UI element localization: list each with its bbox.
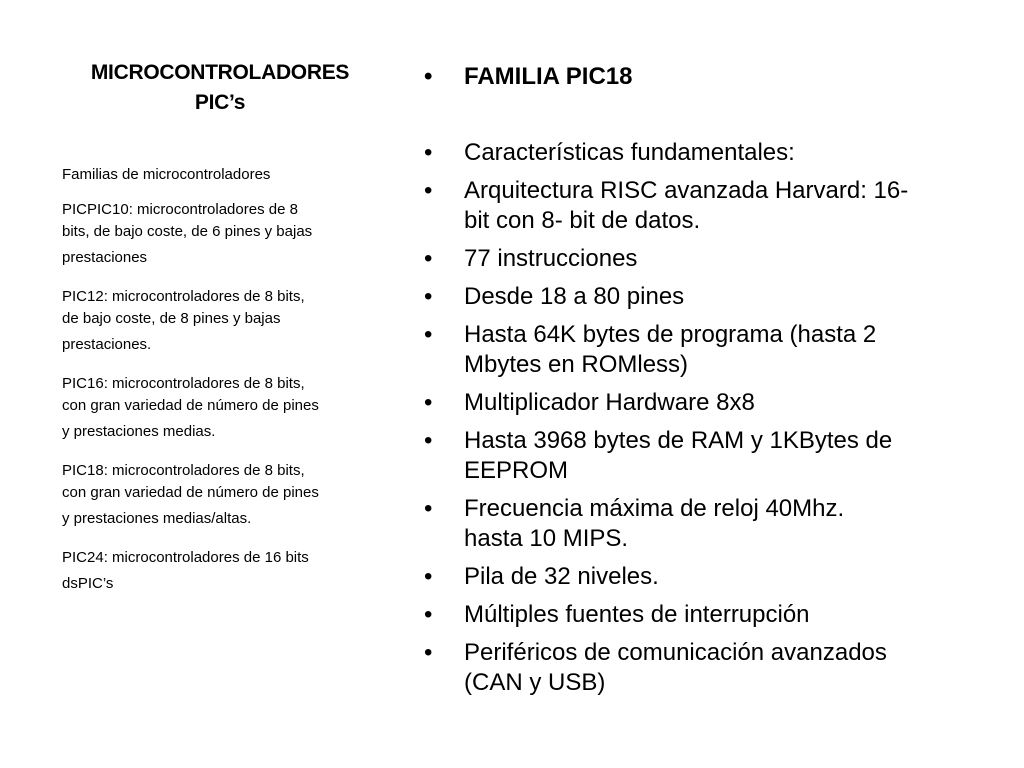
feature-item [424,282,984,312]
slide-title-line-1: MICROCONTROLADORES [90,61,350,84]
feature-item-line-2: bit con 8- bit de datos. [464,207,701,234]
feature-item [424,638,984,698]
bullet-icon: • [424,389,433,416]
feature-item-line-1: Frecuencia máxima de reloj 40Mhz. [464,495,845,522]
family-pic10-line-2: bits, de bajo coste, de 6 pines y bajas [62,223,313,240]
feature-item-line-1: Periféricos de comunicación avanzados [464,639,887,666]
family-pic10-line-3: prestaciones [62,249,148,266]
feature-item-line-1: Pila de 32 niveles. [464,563,659,590]
bullet-icon: • [424,563,433,590]
bullet-icon: • [424,639,433,666]
bullet-icon: • [424,245,433,272]
family-pic18-line-1: PIC18: microcontroladores de 8 bits, [62,462,305,479]
slide-title-line-2: PIC’s [194,91,246,114]
family-pic12-line-2: de bajo coste, de 8 pines y bajas [62,310,281,327]
feature-item [424,426,984,486]
feature-item-line-1: Hasta 64K bytes de programa (hasta 2 [464,321,877,348]
pic18-heading-text: FAMILIA PIC18 [464,63,633,90]
bullet-icon: • [424,321,433,348]
family-pic12-line-1: PIC12: microcontroladores de 8 bits, [62,288,305,305]
bullet-icon: • [424,283,433,310]
family-pic10 [62,199,380,273]
family-pic18-line-2: con gran variedad de número de pines [62,484,319,501]
feature-item [424,138,984,168]
pic18-heading [424,62,984,92]
family-pic12 [62,286,380,360]
bullet-icon: • [424,63,433,90]
feature-item-line-1: Desde 18 a 80 pines [464,283,685,310]
pic18-features-list [424,62,984,706]
family-pic24-line-2: dsPIC’s [62,575,114,592]
bullet-icon: • [424,139,433,166]
bullet-icon: • [424,427,433,454]
feature-item [424,244,984,274]
families-intro [62,164,380,186]
families-text [62,164,380,612]
feature-item [424,320,984,380]
family-pic16-line-1: PIC16: microcontroladores de 8 bits, [62,375,305,392]
family-pic16-line-3: y prestaciones medias. [62,423,216,440]
feature-item [424,494,984,554]
families-intro-text: Familias de microcontroladores [62,166,271,183]
family-pic18 [62,460,380,534]
slide-title [62,58,378,118]
family-pic16-line-2: con gran variedad de número de pines [62,397,319,414]
family-pic16 [62,373,380,447]
bullet-icon: • [424,177,433,204]
feature-item-line-1: 77 instrucciones [464,245,638,272]
family-pic24 [62,547,380,599]
family-pic24-line-1: PIC24: microcontroladores de 16 bits [62,549,309,566]
bullet-icon: • [424,601,433,628]
feature-item [424,388,984,418]
feature-item [424,600,984,630]
feature-item-line-2: (CAN y USB) [464,669,606,696]
family-pic10-line-1: PICPIC10: microcontroladores de 8 [62,201,298,218]
feature-item [424,562,984,592]
family-pic18-line-3: y prestaciones medias/altas. [62,510,252,527]
family-pic12-line-3: prestaciones. [62,336,152,353]
feature-item-line-1: Múltiples fuentes de interrupción [464,601,810,628]
feature-item-line-1: Características fundamentales: [464,139,795,166]
feature-item-line-2: EEPROM [464,457,569,484]
bullet-icon: • [424,495,433,522]
feature-item-line-1: Multiplicador Hardware 8x8 [464,389,755,416]
feature-item-line-2: Mbytes en ROMless) [464,351,689,378]
feature-item-line-1: Arquitectura RISC avanzada Harvard: 16- [464,177,909,204]
feature-item-line-2: hasta 10 MIPS. [464,525,629,552]
feature-item [424,176,984,236]
feature-item-line-1: Hasta 3968 bytes de RAM y 1KBytes de [464,427,893,454]
